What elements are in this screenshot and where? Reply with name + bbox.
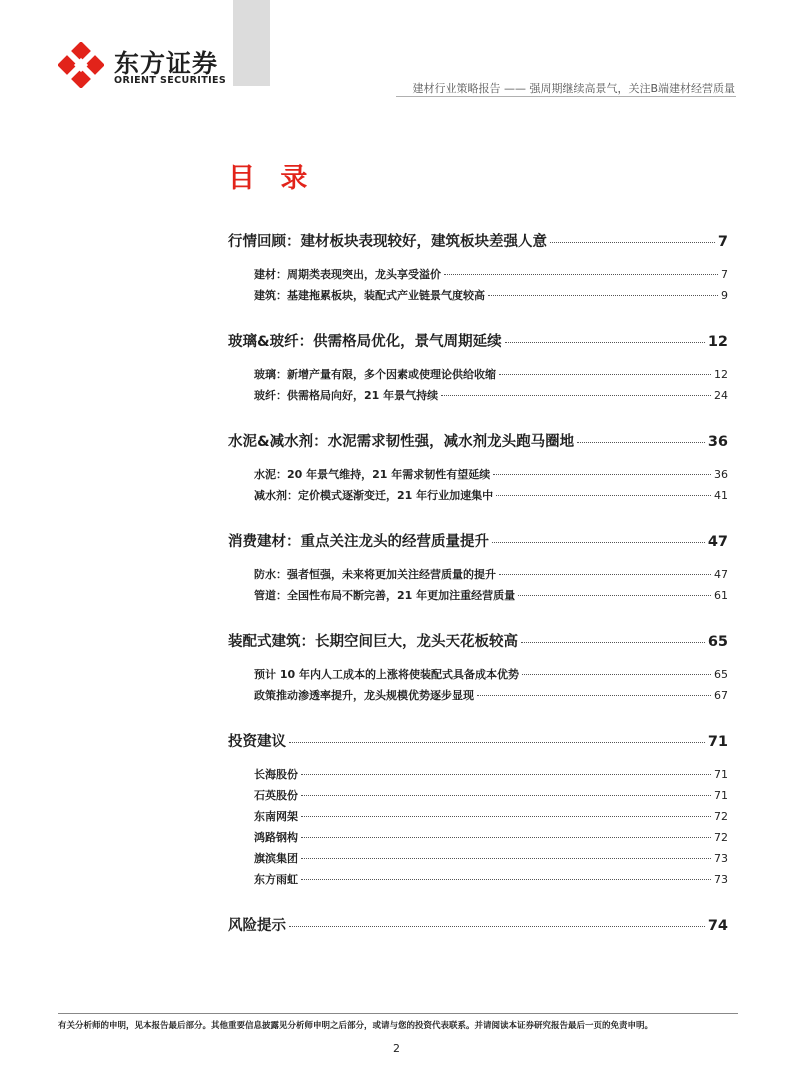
toc-section-entry-page: 71 <box>707 734 728 750</box>
dot-leader <box>550 242 715 243</box>
toc-subsection-entry[interactable] <box>228 871 728 892</box>
toc-section <box>228 430 728 530</box>
logo-chinese-name: 东方证券 <box>114 49 219 78</box>
dot-leader <box>488 295 718 296</box>
toc-section-entry-label: 行情回顾：建材板块表现较好，建筑板块差强人意 <box>228 234 547 250</box>
toc-subsection-entry[interactable] <box>228 829 728 850</box>
spacer <box>228 554 728 566</box>
toc-subsection-entry-label: 旗滨集团 <box>254 852 298 865</box>
spacer <box>228 938 728 960</box>
toc-section <box>228 730 728 914</box>
toc-section-entry[interactable] <box>228 530 728 554</box>
toc-section <box>228 530 728 630</box>
toc-section-entry-page: 36 <box>707 434 728 450</box>
toc-section-entry[interactable] <box>228 914 728 938</box>
toc-subsection-entry[interactable] <box>228 766 728 787</box>
toc-subsection-entry-page: 41 <box>714 489 728 502</box>
toc-subsection-entry-label: 建材：周期类表现突出，龙头享受溢价 <box>254 268 441 281</box>
toc-section <box>228 914 728 960</box>
toc-subsection-entry-page: 73 <box>714 852 728 865</box>
footer-divider <box>58 1013 738 1014</box>
dot-leader <box>522 674 711 675</box>
dot-leader <box>496 495 711 496</box>
dot-leader <box>521 642 705 643</box>
dot-leader <box>301 879 711 880</box>
toc-subsection-entry-page: 7 <box>721 268 728 281</box>
toc-section-entry-page: 47 <box>707 534 728 550</box>
dot-leader <box>477 695 711 696</box>
toc-subsection-entry-label: 政策推动渗透率提升，龙头规模优势逐步显现 <box>254 689 474 702</box>
dot-leader <box>301 837 711 838</box>
spacer <box>228 508 728 530</box>
footer-disclaimer: 有关分析师的申明，见本报告最后部分。其他重要信息披露见分析师申明之后部分，或请与您的投资代表联系。并请阅读本证券研究报告最后一页的免责申明。 <box>58 1021 654 1031</box>
toc-subsection-entry-page: 71 <box>714 768 728 781</box>
toc-subsection-entry[interactable] <box>228 787 728 808</box>
toc-subsection-entry-label: 鸿路钢构 <box>254 831 298 844</box>
header-divider <box>396 96 736 97</box>
toc-subsection-entry-label: 东南网架 <box>254 810 298 823</box>
toc-section-entry-label: 消费建材：重点关注龙头的经营质量提升 <box>228 534 489 550</box>
toc-subsection-entry-page: 73 <box>714 873 728 886</box>
toc-subsection-entry-page: 67 <box>714 689 728 702</box>
toc-subsection-entry-label: 东方雨虹 <box>254 873 298 886</box>
toc-subsection-entry[interactable] <box>228 387 728 408</box>
toc-subsection-entry-page: 24 <box>714 389 728 402</box>
spacer <box>228 408 728 430</box>
toc-subsection-entry-label: 防水：强者恒强，未来将更加关注经营质量的提升 <box>254 568 496 581</box>
report-title: 建材行业策略报告 —— 强周期继续高景气，关注B端建材经营质量 <box>412 82 735 95</box>
dot-leader <box>289 742 705 743</box>
toc-subsection-entry-label: 减水剂：定价模式逐渐变迁，21 年行业加速集中 <box>254 489 494 502</box>
dot-leader <box>301 816 711 817</box>
toc-subsection-entry-page: 36 <box>714 468 728 481</box>
toc-section <box>228 330 728 430</box>
toc-section <box>228 230 728 330</box>
toc-subsection-entry-page: 72 <box>714 831 728 844</box>
toc-section-entry[interactable] <box>228 630 728 654</box>
toc-section-entry-page: 74 <box>707 918 728 934</box>
dot-leader <box>499 574 711 575</box>
toc-section-entry-label: 风险提示 <box>228 918 286 934</box>
toc-section-entry[interactable] <box>228 430 728 454</box>
toc-subsection-entry-label: 石英股份 <box>254 789 298 802</box>
toc-title: 目 录 <box>228 163 316 194</box>
toc-section-entry-page: 12 <box>707 334 728 350</box>
logo-english-name: ORIENT SECURITIES <box>114 75 227 86</box>
toc-subsection-entry[interactable] <box>228 566 728 587</box>
toc-subsection-entry[interactable] <box>228 287 728 308</box>
dot-leader <box>301 795 711 796</box>
spacer <box>228 892 728 914</box>
dot-leader <box>493 474 711 475</box>
toc-subsection-entry-label: 管道：全国性布局不断完善，21 年更加注重经营质量 <box>254 589 516 602</box>
toc-subsection-entry-label: 玻纤：供需格局向好，21 年景气持续 <box>254 389 439 402</box>
dot-leader <box>492 542 705 543</box>
spacer <box>228 754 728 766</box>
toc-subsection-entry-label: 建筑：基建拖累板块，装配式产业链景气度较高 <box>254 289 485 302</box>
toc-subsection-entry[interactable] <box>228 808 728 829</box>
spacer <box>228 454 728 466</box>
toc-section-entry-label: 装配式建筑：长期空间巨大，龙头天花板较高 <box>228 634 518 650</box>
spacer <box>228 608 728 630</box>
toc-subsection-entry-label: 水泥：20 年景气维持，21 年需求韧性有望延续 <box>254 468 491 481</box>
dot-leader <box>301 774 711 775</box>
dot-leader <box>301 858 711 859</box>
toc-subsection-entry-page: 47 <box>714 568 728 581</box>
toc-section-entry-label: 水泥&减水剂：水泥需求韧性强，减水剂龙头跑马圈地 <box>228 434 575 450</box>
toc-subsection-entry[interactable] <box>228 266 728 287</box>
company-logo <box>58 42 228 92</box>
dot-leader <box>289 926 705 927</box>
toc-subsection-entry-page: 12 <box>714 368 728 381</box>
toc-section-entry-page: 65 <box>707 634 728 650</box>
toc-subsection-entry-page: 9 <box>721 289 728 302</box>
dot-leader <box>518 595 711 596</box>
toc-section-entry[interactable] <box>228 730 728 754</box>
spacer <box>228 308 728 330</box>
toc-subsection-entry-page: 71 <box>714 789 728 802</box>
dot-leader <box>577 442 705 443</box>
toc-section-entry[interactable] <box>228 330 728 354</box>
toc-subsection-entry-label: 预计 10 年内人工成本的上涨将使装配式具备成本优势 <box>254 668 519 681</box>
toc-subsection-entry[interactable] <box>228 687 728 708</box>
toc-section-entry-label: 投资建议 <box>228 734 286 750</box>
toc-subsection-entry-page: 72 <box>714 810 728 823</box>
toc-section-entry-label: 玻璃&玻纤：供需格局优化，景气周期延续 <box>228 334 502 350</box>
toc-subsection-entry-label: 长海股份 <box>254 768 298 781</box>
table-of-contents <box>228 230 728 960</box>
toc-subsection-entry-label: 玻璃：新增产量有限，多个因素或使理论供给收缩 <box>254 368 496 381</box>
toc-subsection-entry[interactable] <box>228 487 728 508</box>
spacer <box>228 708 728 730</box>
toc-section-entry[interactable] <box>228 230 728 254</box>
page-number: 2 <box>393 1042 400 1055</box>
dot-leader <box>441 395 711 396</box>
toc-subsection-entry-page: 65 <box>714 668 728 681</box>
orient-securities-logo-icon <box>58 42 104 88</box>
toc-section-entry-page: 7 <box>717 234 728 250</box>
toc-subsection-entry[interactable] <box>228 666 728 687</box>
header-gray-bar <box>233 0 270 86</box>
toc-subsection-entry-page: 61 <box>714 589 728 602</box>
dot-leader <box>499 374 711 375</box>
spacer <box>228 354 728 366</box>
toc-subsection-entry[interactable] <box>228 366 728 387</box>
dot-leader <box>444 274 718 275</box>
dot-leader <box>505 342 705 343</box>
spacer <box>228 254 728 266</box>
toc-section <box>228 630 728 730</box>
spacer <box>228 654 728 666</box>
toc-subsection-entry[interactable] <box>228 850 728 871</box>
toc-subsection-entry[interactable] <box>228 466 728 487</box>
toc-subsection-entry[interactable] <box>228 587 728 608</box>
